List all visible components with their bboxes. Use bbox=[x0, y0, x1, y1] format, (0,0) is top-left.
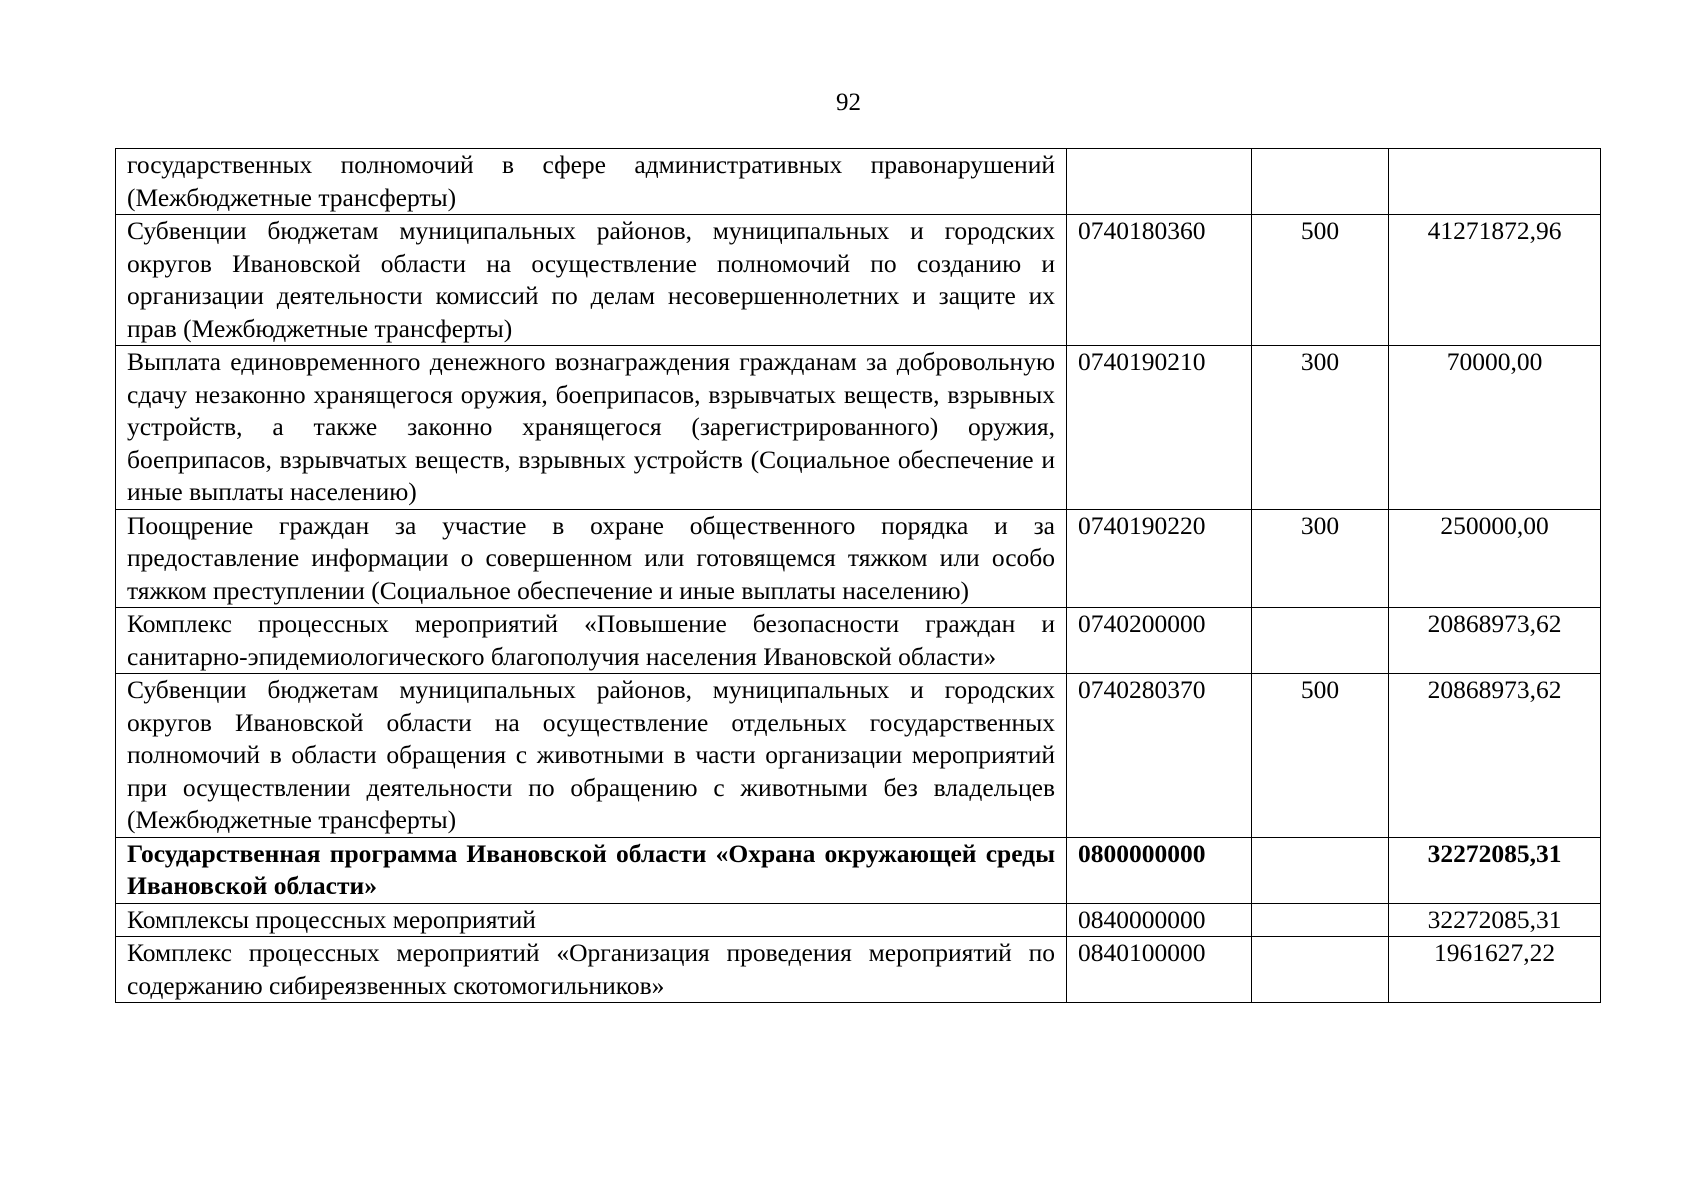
expense-type-cell bbox=[1252, 937, 1389, 1003]
row-name-cell: Государственная программа Ивановской области «Охрана окружающей среды Ивановской области» bbox=[116, 837, 1067, 903]
expense-type-cell bbox=[1252, 608, 1389, 674]
row-name-cell: Комплексы процессных мероприятий bbox=[116, 903, 1067, 937]
target-article-cell: 0740200000 bbox=[1067, 608, 1252, 674]
target-article-cell: 0740180360 bbox=[1067, 215, 1252, 346]
amount-cell: 32272085,31 bbox=[1389, 837, 1601, 903]
amount-cell: 1961627,22 bbox=[1389, 937, 1601, 1003]
budget-table-body bbox=[116, 149, 1601, 1003]
row-name-cell: государственных полномочий в сфере административных правонарушений (Межбюджетные трансферты) bbox=[116, 149, 1067, 215]
table-row bbox=[116, 509, 1601, 608]
target-article-cell: 0740190210 bbox=[1067, 346, 1252, 510]
row-name-cell: Выплата единовременного денежного вознаграждения гражданам за добровольную сдачу незаконно хранящегося оружия, боеприпасов, взрывчатых веществ, взрывных устройств, а также законно хранящегося (зарегистрированного) оружия, боеприпасов, взрывчатых веществ, взрывных устройств (Социальное обеспечение и иные выплаты населению) bbox=[116, 346, 1067, 510]
table-row bbox=[116, 837, 1601, 903]
amount-cell: 32272085,31 bbox=[1389, 903, 1601, 937]
row-name-cell: Комплекс процессных мероприятий «Организация проведения мероприятий по содержанию сибиреязвенных скотомогильников» bbox=[116, 937, 1067, 1003]
expense-type-cell: 300 bbox=[1252, 509, 1389, 608]
row-name-cell: Субвенции бюджетам муниципальных районов, муниципальных и городских округов Ивановской области на осуществление отдельных государственных полномочий в области обращения с животными в части организации мероприятий при осуществлении деятельности по обращению с животными без владельцев (Межбюджетные трансферты) bbox=[116, 674, 1067, 838]
target-article-cell: 0740280370 bbox=[1067, 674, 1252, 838]
target-article-cell: 0800000000 bbox=[1067, 837, 1252, 903]
target-article-cell: 0740190220 bbox=[1067, 509, 1252, 608]
expense-type-cell: 500 bbox=[1252, 674, 1389, 838]
target-article-cell: 0840100000 bbox=[1067, 937, 1252, 1003]
expense-type-cell: 500 bbox=[1252, 215, 1389, 346]
expense-type-cell bbox=[1252, 837, 1389, 903]
table-row bbox=[116, 937, 1601, 1003]
row-name-cell: Поощрение граждан за участие в охране общественного порядка и за предоставление информации о совершенном или готовящемся тяжком или особо тяжком преступлении (Социальное обеспечение и иные выплаты населению) bbox=[116, 509, 1067, 608]
budget-table bbox=[115, 148, 1601, 1003]
row-name-cell: Субвенции бюджетам муниципальных районов, муниципальных и городских округов Ивановской области на осуществление полномочий по созданию и организации деятельности комиссий по делам несовершеннолетних и защите их прав (Межбюджетные трансферты) bbox=[116, 215, 1067, 346]
table-row bbox=[116, 346, 1601, 510]
row-name-cell: Комплекс процессных мероприятий «Повышение безопасности граждан и санитарно-эпидемиологического благополучия населения Ивановской области» bbox=[116, 608, 1067, 674]
target-article-cell: 0840000000 bbox=[1067, 903, 1252, 937]
expense-type-cell bbox=[1252, 903, 1389, 937]
table-row bbox=[116, 674, 1601, 838]
amount-cell: 20868973,62 bbox=[1389, 608, 1601, 674]
table-row bbox=[116, 149, 1601, 215]
target-article-cell bbox=[1067, 149, 1252, 215]
expense-type-cell bbox=[1252, 149, 1389, 215]
amount-cell bbox=[1389, 149, 1601, 215]
table-row bbox=[116, 608, 1601, 674]
page-number: 92 bbox=[836, 89, 861, 116]
expense-type-cell: 300 bbox=[1252, 346, 1389, 510]
amount-cell: 41271872,96 bbox=[1389, 215, 1601, 346]
table-row bbox=[116, 903, 1601, 937]
amount-cell: 70000,00 bbox=[1389, 346, 1601, 510]
amount-cell: 20868973,62 bbox=[1389, 674, 1601, 838]
amount-cell: 250000,00 bbox=[1389, 509, 1601, 608]
table-row bbox=[116, 215, 1601, 346]
